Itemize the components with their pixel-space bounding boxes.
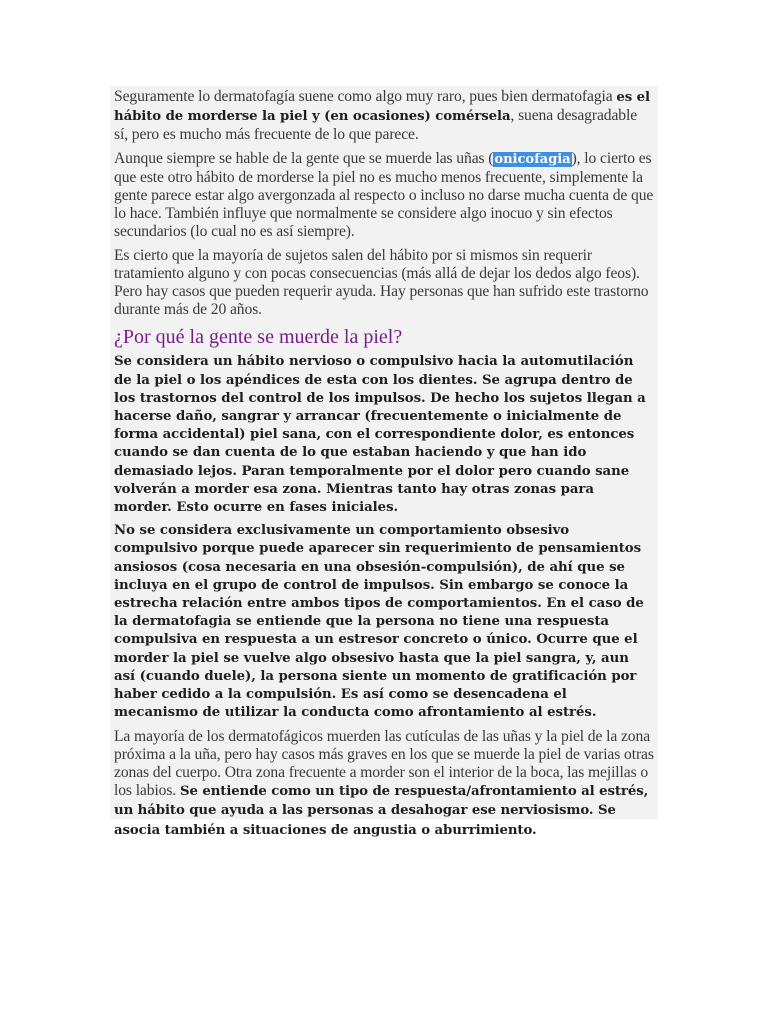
- paragraph-nervous-habit: Se considera un hábito nervioso o compulsivo hacia la automutilación de la piel o los apéndices de esta con los dientes. Se agrupa dentro de los trastornos del control de los impulsos. De hecho los sujetos llegan a hacerse daño, sangrar y arrancar (frecuentemente o inicialmente de forma accidental) piel sana, con el correspondiente dolor, es entonces cuando se dan cuenta de lo que estaban haciendo y que han ido demasiado lejos. Paran temporalmente por el dolor pero cuando sane volverán a morder esa zona. Mientras tanto hay otras zonas para morder. Esto ocurre en fases iniciales.: [114, 354, 646, 516]
- section-heading: ¿Por qué la gente se muerde la piel?: [114, 326, 403, 349]
- onicofagia-text-start: Aunque siempre se hable de la gente que se muerde las uñas (: [114, 149, 494, 167]
- document-text-block: [110, 86, 658, 838]
- intro-definition-bold: es el hábito de morderse la piel y (en ocasiones) comérsela: [114, 90, 650, 125]
- intro-text-end: , suena desagradable sí, pero es mucho más frecuente de lo que parece.: [114, 107, 638, 144]
- onicofagia-text-end: ), lo cierto es que este otro hábito de morderse la piel no es mucho menos frecuente, simplemente la gente parece estar algo avergonzada al respecto o incluso no darse mucha cuenta de que lo hace. También influye que normalmente se considere algo inocuo y sin efectos secundarios (lo cual no es así siempre).: [114, 149, 654, 241]
- paragraph-onicofagia: [114, 150, 654, 242]
- areas-stress-bold: Se entiende como un tipo de respuesta/afrontamiento al estrés, un hábito que ayuda a las personas a desahogar ese nerviosismo. Se asocia también a situaciones de angustia o aburrimiento.: [114, 784, 649, 838]
- paragraph-areas: [114, 728, 654, 840]
- paragraph-obsessive: No se considera exclusivamente un comportamiento obsesivo compulsivo porque puede aparecer sin requerimiento de pensamientos ansiosos (cosa necesaria en una obsesión-compulsión), de ahí que se incluya en el grupo de control de impulsos. Sin embargo se conoce la estrecha relación entre ambos tipos de comportamientos. En el caso de la dermatofagia se entiende que la persona no tiene una respuesta compulsiva en respuesta a un estresor concreto o único. Ocurre que el morder la piel se vuelve algo obsesivo hasta que la piel sangra, y, aun así (cuando duele), la persona siente un momento de gratificación por haber cedido a la compulsión. Es así como se desencadena el mecanismo de utilizar la conducta como afrontamiento al estrés.: [114, 523, 644, 721]
- intro-text-start: Seguramente lo dermatofagía suene como algo muy raro, pues bien dermatofagia: [114, 88, 617, 105]
- areas-text: La mayoría de los dermatofágicos muerden las cutículas de las uñas y la piel de la zona próxima a la uña, pero hay casos más graves en los que se muerde la piel de varias otras zonas del cuerpo. Otra zona frecuente a morder son el interior de la boca, las mejillas o los labios.: [114, 727, 654, 800]
- paragraph-treatment: Es cierto que la mayoría de sujetos salen del hábito por si mismos sin requerir tratamiento alguno y con pocas consecuencias (más allá de dejar los dedos algo feos). Pero hay casos que pueden requerir ayuda. Hay personas que han sufrido este trastorno durante más de 20 años.: [114, 246, 649, 319]
- onicofagia-link[interactable]: onicofagia: [494, 151, 571, 167]
- paragraph-intro: [114, 88, 654, 145]
